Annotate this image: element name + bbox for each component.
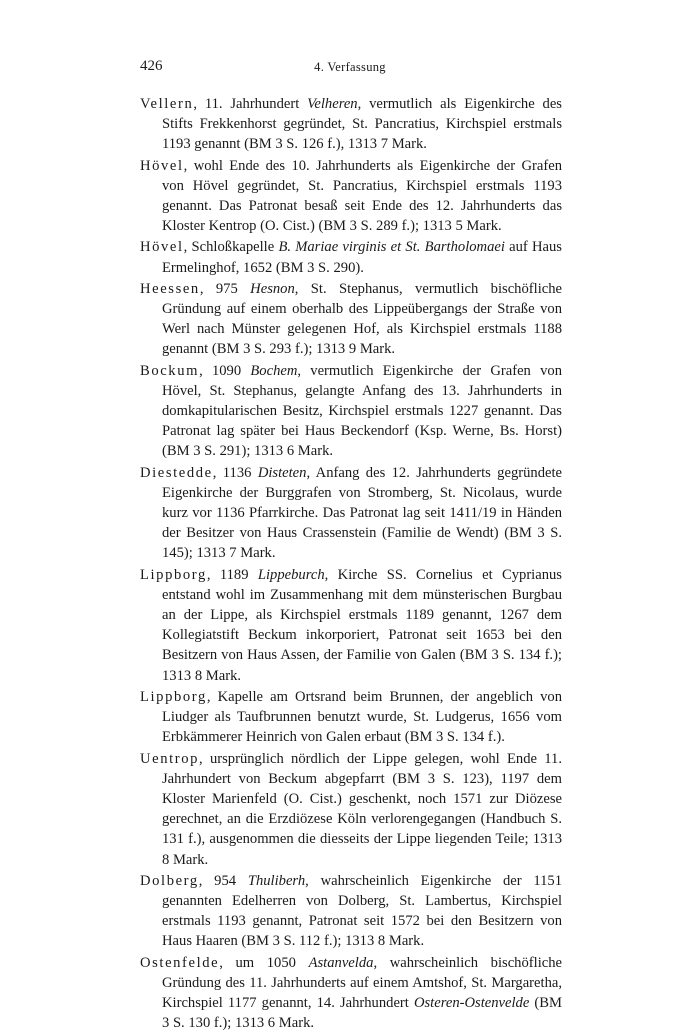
entry-text: , St. Stephanus, vermutlich bischöfliche Gründung auf einem oberhalb des Lippeübergangs der Straße von Werl nach Münster gelegenen Hof, als Kirchspiel erstmals 1188 genannt (BM 3 S. 293 f.); 1313 9 Mark. — [162, 280, 563, 358]
place-name: Lippborg — [140, 688, 207, 705]
historical-name: Disteten — [257, 464, 307, 481]
entry-text: (BM 3 S. 130 f.); 1313 6 Mark. — [162, 994, 562, 1032]
entry-hoevel — [140, 156, 562, 237]
entry-text: , ursprünglich nördlich der Lippe gelegen, wohl Ende 11. Jahrhundert von Beckum abgepfarrt (BM 3 S. 123), 1197 dem Kloster Marienfeld (O. Cist.) geschenkt, noch 1571 zur Diözese gerechnet, an die Erzdiözese Köln verlorengegangen (Handbuch S. 131 f.), ausgenommen die diesseits der Lippe liegenden Teile; 1313 8 Mark. — [162, 750, 562, 868]
entry-lippborg — [140, 565, 562, 686]
entry-text: auf Haus Ermelinghof, 1652 (BM 3 S. 290). — [162, 239, 562, 276]
page-header — [140, 58, 560, 78]
place-name: Ostenfelde — [140, 954, 220, 971]
entry-diestedde — [140, 463, 562, 564]
historical-name: Hesnon — [250, 280, 295, 297]
running-title: 4. Verfassung — [314, 60, 386, 74]
place-name: Heessen — [140, 280, 200, 297]
historical-name: Velheren — [307, 96, 358, 112]
place-name: Diestedde — [140, 464, 213, 481]
entry-text: , 1136 — [212, 464, 258, 481]
entry-text: , Kapelle am Ortsrand beim Brunnen, der angeblich von Liudger als Taufbrunnen benutzt wurde, St. Ludgerus, 1656 vom Erbkämmerer Heinrich von Galen erbaut (BM 3 S. 134 f.). — [162, 688, 562, 746]
historical-name: Thuliberh — [247, 872, 306, 889]
entry-text: , Kirche SS. Cornelius et Cyprianus entstand wohl im Zusammenhang mit dem münsterischen Burgbau an der Lippe, als Kirchspiel erstmals 1189 genannt, 1267 dem Kollegiatstift Beckum inkorporiert, Patronat seit 1653 bei den Besitzern von Haus Assen, der Familie von Galen (BM 3 S. 134 f.); 1313 8 Mark. — [162, 566, 562, 684]
historical-name: B. Mariae virginis et St. Bartholomaei — [278, 239, 505, 256]
place-name: Vellern — [140, 96, 194, 112]
entry-text: , um 1050 — [219, 954, 309, 971]
entry-text: , Anfang des 12. Jahrhunderts gegründete Eigenkirche der Burggrafen von Stromberg, St. Nicolaus, wurde kurz vor 1136 Pfarrkirche. Das Patronat lag seit 1411/19 in Händen der Besitzer von Haus Crassenstein (Familie de Wendt) (BM 3 S. 145); 1313 7 Mark. — [162, 464, 563, 562]
historical-name: Lippeburch — [257, 566, 325, 583]
entry-uentrop — [140, 749, 562, 870]
place-name: Bockum — [140, 362, 200, 379]
entry-list — [140, 94, 562, 1034]
entry-text: , 11. Jahrhundert — [193, 96, 308, 112]
entry-text: , 1189 — [206, 566, 258, 583]
historical-name: Astanvelda — [308, 954, 374, 971]
entry-lippborg-kapelle — [140, 687, 562, 748]
entry-text: , vermutlich Eigenkirche der Grafen von Hövel, St. Stephanus, gelangte Anfang des 13. Jahrhunderts in domkapitularischen Besitz, Kirchspiel erstmals 1227 genannt. Das Patronat lag später bei Haus Beckendorf (Ksp. Werne, Bs. Horst) (BM 3 S. 291); 1313 6 Mark. — [162, 362, 562, 460]
entry-bockum — [140, 361, 562, 462]
entry-text: , 1090 — [199, 362, 251, 379]
entry-heessen — [140, 279, 562, 360]
place-name: Hövel — [140, 239, 184, 256]
historical-name: Bochem — [250, 362, 298, 379]
place-name: Dolberg — [140, 872, 199, 889]
historical-name: Osteren-Ostenvelde — [413, 994, 530, 1011]
entry-dolberg — [140, 871, 562, 952]
place-name: Lippborg — [140, 566, 207, 583]
entry-text: , 954 — [198, 872, 248, 889]
entry-text: , wohl Ende des 10. Jahrhunderts als Eigenkirche der Grafen von Hövel gegründet, St. Pancratius, Kirchspiel erstmals 1193 genannt. Das Patronat besaß seit Ende des 12. Jahrhunderts das Kloster Kentrop (O. Cist.) (BM 3 S. 289 f.); 1313 5 Mark. — [162, 157, 562, 235]
entry-text: , 975 — [199, 280, 251, 297]
entry-vellern — [140, 94, 562, 155]
place-name: Uentrop — [140, 750, 200, 767]
page-number: 426 — [140, 58, 163, 74]
entry-text: , Schloßkapelle — [183, 239, 279, 256]
entry-text: , wahrscheinlich bischöfliche Gründung des 11. Jahrhunderts auf einem Amtshof, St. Margaretha, Kirchspiel 1177 genannt, 14. Jahrhundert — [162, 954, 562, 1011]
entry-hoevel-schlosskapelle — [140, 237, 562, 277]
entry-ostenfelde — [140, 953, 562, 1034]
entry-text: , vermutlich als Eigenkirche des Stifts Frekkenhorst gegründet, St. Pancratius, Kirchspiel erstmals 1193 genannt (BM 3 S. 126 f.), 1313 7 Mark. — [162, 96, 562, 153]
entry-text: , wahrscheinlich Eigenkirche der 1151 genannten Edelherren von Dolberg, St. Lambertus, Kirchspiel erstmals 1193 genannt, Patronat seit 1572 bei den Besitzern von Haus Haaren (BM 3 S. 112 f.); 1313 8 Mark. — [162, 872, 562, 950]
place-name: Hövel — [140, 157, 184, 174]
